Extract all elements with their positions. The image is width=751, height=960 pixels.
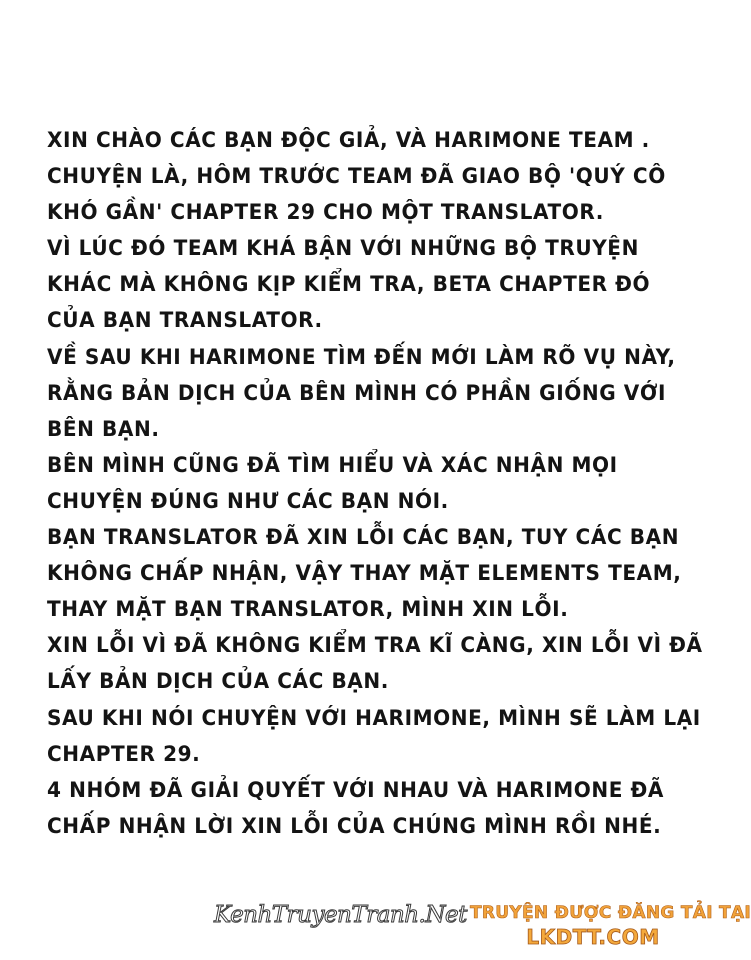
kenhtruyentranh-watermark: KenhTruyenTranh.Net [214,902,467,928]
notice-line: XIN LỖI VÌ ĐÃ KHÔNG KIỂM TRA KĨ CÀNG, XIN LỖI VÌ ĐÃ [47,633,703,658]
lkdtt-watermark [470,902,751,950]
notice-line: XIN CHÀO CÁC BẠN ĐỘC GIẢ, VÀ HARIMONE TEAM . [47,128,650,152]
notice-line: CHẤP NHẬN LỜI XIN LỖI CỦA CHÚNG MÌNH RỒI NHÉ. [47,813,662,838]
notice-line: CHUYỆN LÀ, HÔM TRƯỚC TEAM ĐÃ GIAO BỘ 'QUÝ CÔ [47,164,666,189]
notice-line: BẠN TRANSLATOR ĐÃ XIN LỖI CÁC BẠN, TUY CÁC BẠN [47,525,680,550]
notice-line: KHÁC MÀ KHÔNG KỊP KIỂM TRA, BETA CHAPTER ĐÓ [47,272,651,297]
notice-line: VỀ SAU KHI HARIMONE TÌM ĐẾN MỚI LÀM RÕ VỤ NÀY, [47,344,676,369]
notice-line: KHÓ GẦN' CHAPTER 29 CHO MỘT TRANSLATOR. [47,200,604,225]
notice-line: BÊN BẠN. [47,416,160,441]
notice-text-block [47,122,707,844]
notice-line: CỦA BẠN TRANSLATOR. [47,308,323,333]
notice-line: RẰNG BẢN DỊCH CỦA BÊN MÌNH CÓ PHẦN GIỐNG VỚI [47,380,667,405]
notice-line: CHAPTER 29. [47,741,201,766]
notice-line: SAU KHI NÓI CHUYỆN VỚI HARIMONE, MÌNH SẼ LÀM LẠI [47,705,701,730]
notice-line: VÌ LÚC ĐÓ TEAM KHÁ BẬN VỚI NHỮNG BỘ TRUYỆN [47,236,639,261]
notice-line: 4 NHÓM ĐÃ GIẢI QUYẾT VỚI NHAU VÀ HARIMONE ĐÃ [47,777,665,802]
watermark-site: LKDTT.COM [526,925,660,949]
notice-line: KHÔNG CHẤP NHẬN, VẬY THAY MẶT ELEMENTS TEAM, [47,561,682,586]
notice-line: LẤY BẢN DỊCH CỦA CÁC BẠN. [47,669,389,694]
notice-line: CHUYỆN ĐÚNG NHƯ CÁC BẠN NÓI. [47,488,449,513]
notice-line: THAY MẶT BẠN TRANSLATOR, MÌNH XIN LỖI. [47,597,569,622]
watermark-caption: TRUYỆN ĐƯỢC ĐĂNG TẢI TẠI [470,903,751,923]
notice-line: BÊN MÌNH CŨNG ĐÃ TÌM HIỂU VÀ XÁC NHẬN MỌI [47,452,618,477]
